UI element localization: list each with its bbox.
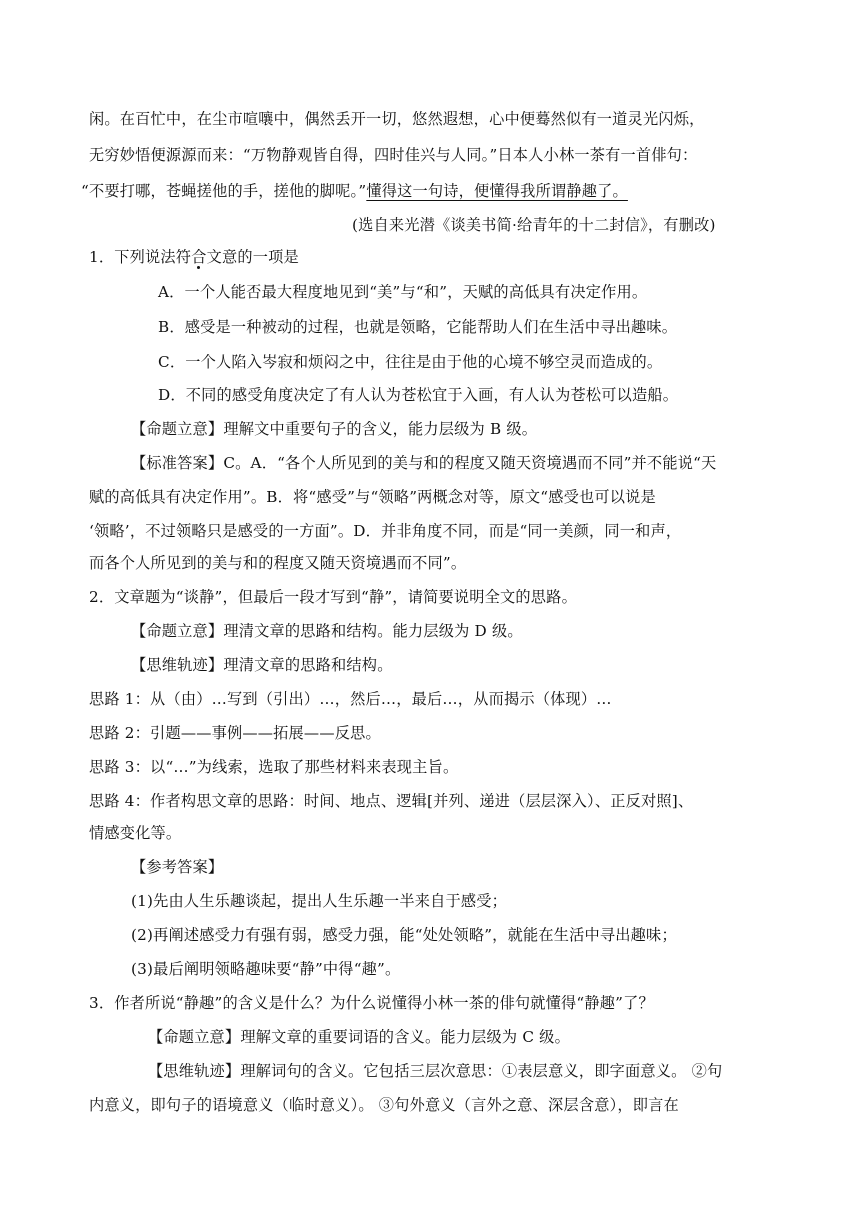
q1-answer-line: ‘领略’，不过领略只是感受的一方面”。D．并非角度不同，而是“同一美颜，同一和声，	[89, 522, 682, 540]
q2-trace: 【思维轨迹】理清文章的思路和结构。	[131, 656, 393, 674]
q3-trace-line: 内意义，即句子的语境意义（临时意义）。 ③句外意义（言外之意、深层含意），即言在	[89, 1096, 679, 1114]
q2-idea-line: 思路 2：引题——事例——拓展——反思。	[89, 724, 381, 742]
q2-answer-line: (1)先由人生乐趣谈起，提出人生乐趣一半来自于感受；	[131, 892, 508, 910]
haiku-quote: “不要打哪，苍蝇搓他的手，搓他的脚呢。”	[81, 182, 367, 200]
option-d: D．不同的感受角度决定了有人认为苍松宜于入画，有人认为苍松可以造船。	[158, 386, 679, 404]
question-2-stem: 2．文章题为“谈静”，但最后一段才写到“静”，请简要说明全文的思路。	[89, 588, 577, 606]
q2-answer-line: (2)再阐述感受力有强有弱，感受力强，能“处处领略”，就能在生活中寻出趣味；	[131, 926, 677, 944]
q2-idea-line: 思路 3：以“…”为线索，选取了那些材料来表现主旨。	[89, 758, 459, 776]
q2-answer-line: (3)最后阐明领略趣味要“静”中得“趣”。	[131, 960, 401, 978]
passage-source: (选自来光潜《谈美书简·给青年的十二封信》，有删改)	[352, 216, 716, 234]
underlined-sentence: 懂得这一句诗，便懂得我所谓静趣了。	[366, 182, 628, 200]
option-b: B．感受是一种被动的过程，也就是领略，它能帮助人们在生活中寻出趣味。	[158, 318, 678, 336]
q2-idea-line: 思路 1：从（由）…写到（引出）…，然后…，最后…，从而揭示（体现）…	[89, 690, 612, 708]
q2-idea-line: 思路 4：作者构思文章的思路：时间、地点、逻辑[并列、递进（层层深入）、正反对照]、	[89, 792, 694, 810]
q1-answer-line: 赋的高低具有决定作用”。B．将“感受”与“领略”两概念对等，原文“感受也可以说是	[89, 488, 656, 506]
passage-line: 闲。在百忙中，在尘市喧嚷中，偶然丢开一切，悠然遐想，心中便蓦然似有一道灵光闪烁，	[89, 110, 705, 128]
question-1-stem: 1．下列说法符合文意的一项是	[89, 248, 299, 266]
q1-answer-line: 而各个人所见到的美与和的程度又随天资境遇而不同”。	[89, 554, 467, 572]
q1-intent: 【命题立意】理解文中重要句子的含义，能力层级为 B 级。	[131, 420, 538, 438]
passage-line: 无穷妙悟便源源而来：“万物静观皆自得，四时佳兴与人同。”日本人小林一茶有一首俳句：	[89, 146, 698, 164]
q3-trace-line: 【思维轨迹】理解词句的含义。它包括三层次意思：①表层意义，即字面意义。 ②句	[148, 1062, 723, 1080]
q1-answer-line: 【标准答案】C。A．“各个人所见到的美与和的程度又随天资境遇而不同”并不能说“天	[131, 454, 717, 472]
q2-idea-line: 情感变化等。	[89, 824, 182, 842]
q2-reference-heading: 【参考答案】	[131, 858, 224, 876]
option-a: A．一个人能否最大程度地见到“美”与“和”，天赋的高低具有决定作用。	[158, 283, 648, 301]
passage-line	[81, 180, 628, 202]
q2-intent: 【命题立意】理清文章的思路和结构。能力层级为 D 级。	[131, 622, 523, 640]
question-3-stem: 3．作者所说“静趣”的含义是什么？为什么说懂得小林一茶的俳句就懂得“静趣”了？	[89, 994, 654, 1012]
q3-intent: 【命题立意】理解文章的重要词语的含义。能力层级为 C 级。	[148, 1028, 570, 1046]
emphasis-dot-char: 合	[191, 248, 207, 266]
option-c: C．一个人陷入岑寂和烦闷之中，往往是由于他的心境不够空灵而造成的。	[158, 353, 663, 371]
